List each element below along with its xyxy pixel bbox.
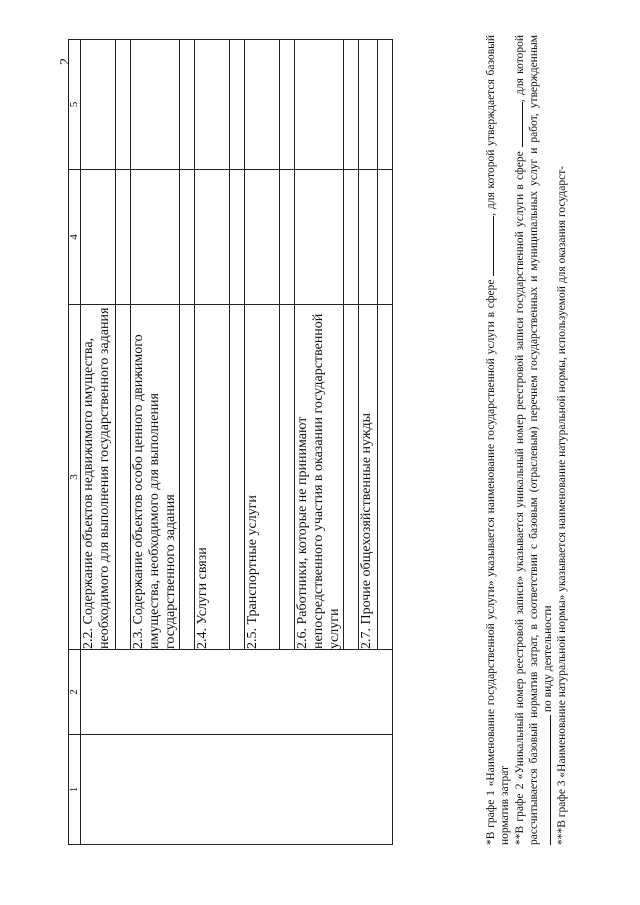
row-label-2-5: 2.5. Транспортные услуги xyxy=(245,305,280,650)
footnote-3 xyxy=(555,35,569,845)
col-header-1: 1 xyxy=(69,735,81,845)
footnote-1 xyxy=(484,35,513,845)
cell xyxy=(344,40,359,170)
cell xyxy=(81,170,116,305)
blank-line xyxy=(550,715,551,845)
cell xyxy=(378,305,393,650)
row-label-2-3: 2.3. Содержание объектов особо ценного движимого имущества, необходимого для выполнения государственного задания xyxy=(131,305,180,650)
cell xyxy=(230,40,245,170)
cell xyxy=(230,170,245,305)
blank-line xyxy=(522,102,523,147)
cell xyxy=(230,305,245,650)
cell xyxy=(280,170,295,305)
footnote-3-text: ***В графе 3 «Наименование натуральной нормы» указывается наименование натуральной нормы, используемой для оказания государст- xyxy=(556,165,569,845)
cell xyxy=(280,305,295,650)
footnote-2-text-b: , для которой рассчитывается базовый норматив затрат, в соответствии с базовым (отраслевым) перечнем государственных и муниципальных услуг и работ, утвержденным xyxy=(513,34,540,845)
row-label-2-6: 2.6. Работники, которые не принимают непосредственного участия в оказании государственной услуги xyxy=(295,305,344,650)
row-label-2-2: 2.2. Содержание объектов недвижимого имущества, необходимого для выполнения государственного задания xyxy=(81,305,116,650)
cell xyxy=(359,170,378,305)
cell xyxy=(378,40,393,170)
cell xyxy=(245,40,280,170)
table-header-row xyxy=(69,40,81,845)
cell xyxy=(378,170,393,305)
row-label-2-7: 2.7. Прочие общехозяйственные нужды xyxy=(359,305,378,650)
cell xyxy=(280,40,295,170)
cell xyxy=(180,40,195,170)
col-header-4: 4 xyxy=(69,170,81,305)
footnote-2-text-a: **В графе 2 «Уникальный номер реестровой записи» указывается уникальный номер реестровой записи государственной услуги в сфере xyxy=(513,151,526,845)
footnote-2-text-c: по виду деятельности xyxy=(542,605,555,713)
cell xyxy=(295,170,344,305)
table-row xyxy=(81,40,116,845)
cost-norms-table xyxy=(68,39,393,845)
cell xyxy=(131,40,180,170)
page-number: 2 xyxy=(58,58,73,65)
cell xyxy=(295,40,344,170)
cell xyxy=(344,170,359,305)
cell xyxy=(81,40,116,170)
cell xyxy=(344,305,359,650)
col-header-5: 5 xyxy=(69,40,81,170)
col-header-3: 3 xyxy=(69,305,81,650)
cell xyxy=(116,305,131,650)
col-header-2: 2 xyxy=(69,650,81,735)
cell xyxy=(195,170,230,305)
cell xyxy=(180,305,195,650)
cell xyxy=(116,170,131,305)
blank-line xyxy=(493,216,494,276)
cell xyxy=(245,170,280,305)
cell xyxy=(359,40,378,170)
cell-col1 xyxy=(81,735,393,845)
footnote-2 xyxy=(513,35,556,845)
cell xyxy=(180,170,195,305)
footnotes xyxy=(484,35,570,845)
row-label-2-4: 2.4. Услуги связи xyxy=(195,305,230,650)
cell xyxy=(131,170,180,305)
cell xyxy=(195,40,230,170)
footnote-1-text-b: , для которой утверждается базовый норматив затрат xyxy=(485,34,512,845)
footnote-1-text-a: *В графе 1 «Наименование государственной услуги» указывается наименование государственной услуги в сфере xyxy=(485,279,497,845)
cell xyxy=(116,40,131,170)
cell-col2 xyxy=(81,650,393,735)
